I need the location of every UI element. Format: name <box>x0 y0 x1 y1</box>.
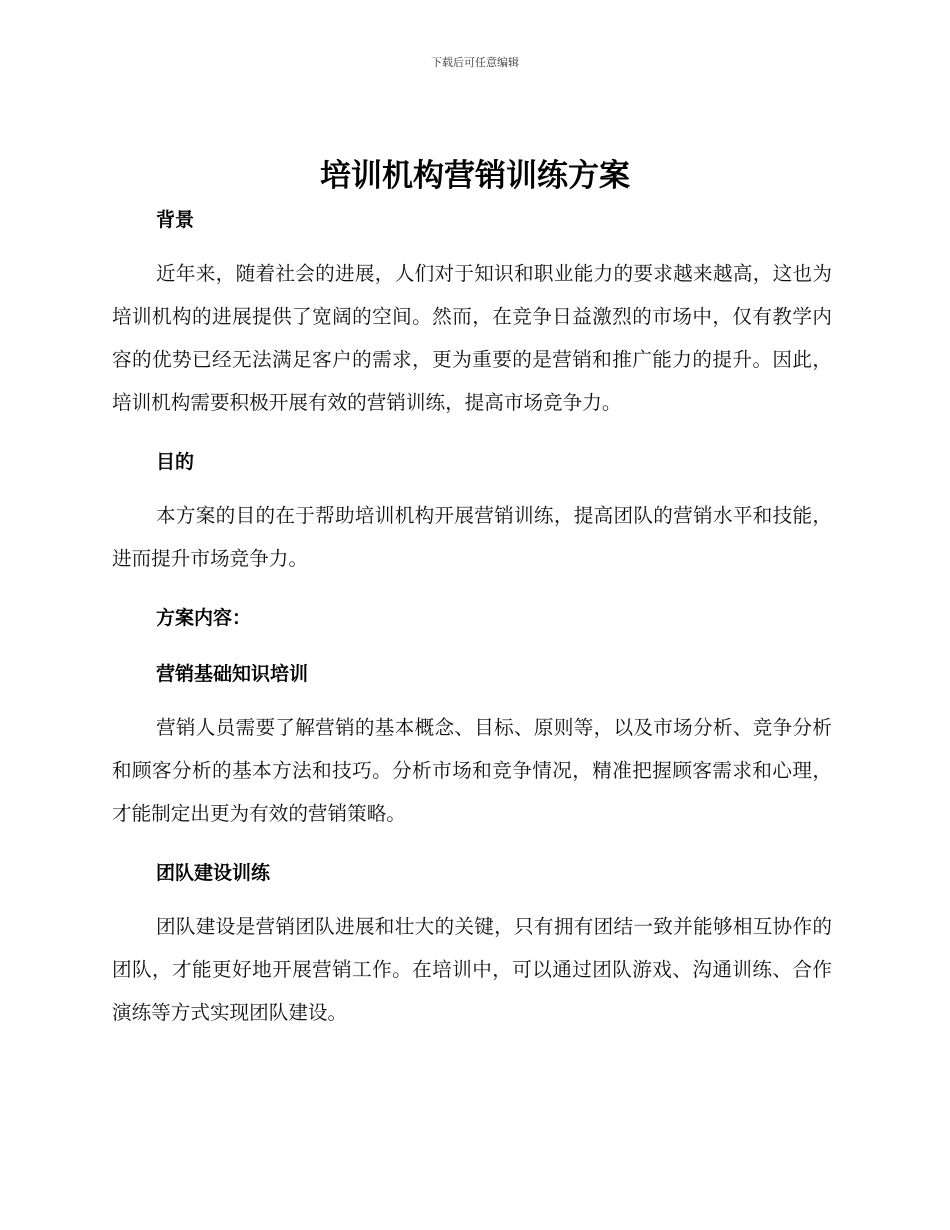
section-paragraph-team-building: 团队建设是营销团队进展和壮大的关键，只有拥有团结一致并能够相互协作的团队，才能更好地开展营销工作。在培训中，可以通过团队游戏、沟通训练、合作演练等方式实现团队建设。 <box>112 915 832 1024</box>
page-header-note: 下载后可任意编辑 <box>431 56 519 69</box>
section-heading-plan-content: 方案内容： <box>156 607 252 629</box>
section-paragraph-marketing-basics: 营销人员需要了解营销的基本概念、目标、原则等，以及市场分析、竞争分析和顾客分析的基本方法和技巧。分析市场和竞争情况，精准把握顾客需求和心理，才能制定出更为有效的营销策略。 <box>112 716 832 825</box>
section-heading-marketing-basics: 营销基础知识培训 <box>156 663 309 685</box>
section-heading-purpose: 目的 <box>156 451 195 473</box>
document-title: 培训机构营销训练方案 <box>320 158 630 194</box>
section-paragraph-purpose: 本方案的目的在于帮助培训机构开展营销训练，提高团队的营销水平和技能，进而提升市场竞争力。 <box>112 504 832 570</box>
section-paragraph-background: 近年来，随着社会的进展，人们对于知识和职业能力的要求越来越高，这也为培训机构的进展提供了宽阔的空间。然而，在竞争日益激烈的市场中，仅有教学内容的优势已经无法满足客户的需求，更为重要的是营销和推广能力的提升。因此，培训机构需要积极开展有效的营销训练，提高市场竞争力。 <box>112 262 832 414</box>
document-body <box>112 202 832 1034</box>
section-heading-background: 背景 <box>156 209 195 231</box>
section-heading-team-building: 团队建设训练 <box>156 862 271 884</box>
